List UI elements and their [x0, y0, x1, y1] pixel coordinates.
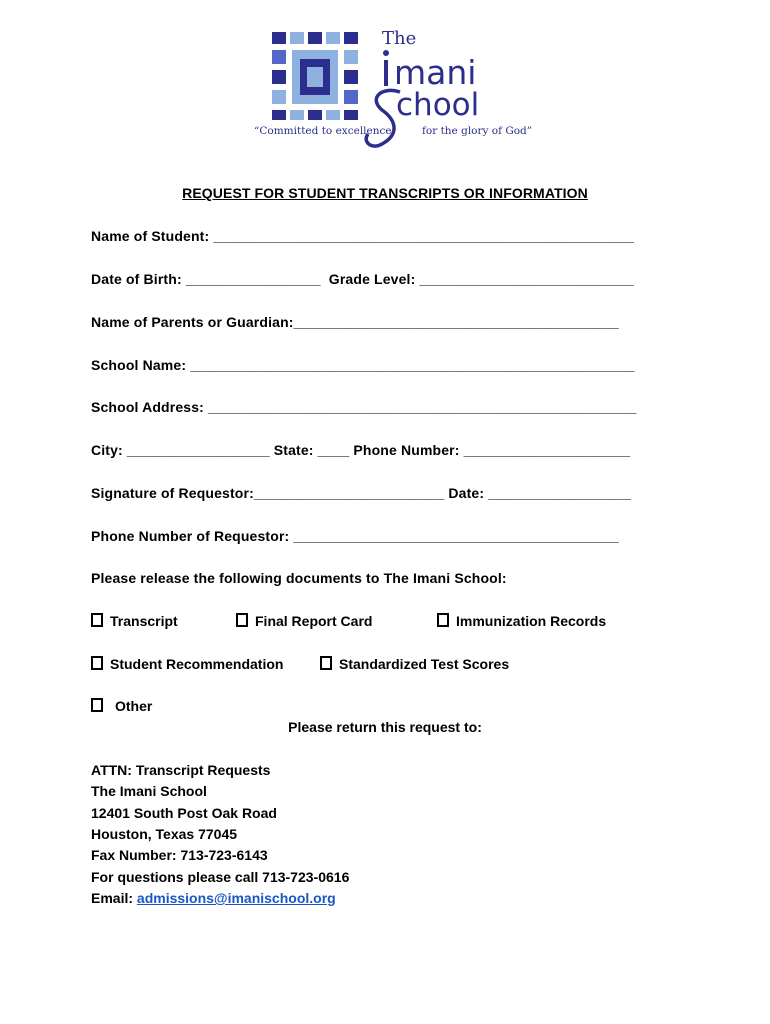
logo-quilt-square — [344, 70, 358, 84]
questions-phone: For questions please call 713-723-0616 — [91, 869, 350, 885]
address-city-state-zip: Houston, Texas 77045 — [91, 826, 238, 842]
school-name-field[interactable]: School Name: ________________________________________________________ — [91, 357, 635, 373]
address-street: 12401 South Post Oak Road — [91, 805, 277, 821]
logo-quilt-square — [290, 110, 304, 120]
form-title: REQUEST FOR STUDENT TRANSCRIPTS OR INFORMATION — [182, 185, 588, 201]
logo-center-inner — [307, 67, 323, 87]
logo-tagline-left: “Committed to excellence — [254, 125, 392, 137]
other-checkbox[interactable] — [91, 698, 152, 714]
email-link[interactable]: admissions@imanischool.org — [136, 890, 336, 906]
logo-word-mani: mani — [394, 53, 477, 92]
checkbox-icon[interactable] — [320, 656, 332, 670]
logo-quilt-square — [344, 50, 358, 64]
logo-quilt-square — [308, 110, 322, 120]
logo-quilt-square — [326, 32, 340, 44]
school-address-field[interactable]: School Address: ______________________________________________________ — [91, 399, 637, 415]
address-attn: ATTN: Transcript Requests — [91, 762, 271, 778]
logo-quilt-square — [344, 110, 358, 120]
checkbox-icon[interactable] — [91, 613, 103, 627]
logo-quilt-square — [272, 90, 286, 104]
logo-quilt-square — [344, 32, 358, 44]
immunization-records-checkbox[interactable] — [437, 613, 606, 629]
student-recommendation-label: Student Recommendation — [110, 656, 284, 672]
dob-grade-field[interactable]: Date of Birth: _________________ Grade Level: ___________________________ — [91, 271, 634, 287]
logo-quilt-square — [308, 32, 322, 44]
checkbox-icon[interactable] — [236, 613, 248, 627]
school-logo — [250, 22, 540, 162]
logo-letter-i-dot — [383, 50, 389, 56]
student-recommendation-checkbox[interactable] — [91, 656, 283, 672]
release-statement: Please release the following documents to The Imani School: — [91, 570, 507, 586]
checkbox-icon[interactable] — [437, 613, 449, 627]
logo-letter-i — [384, 60, 388, 86]
logo-word-chool: chool — [396, 87, 480, 123]
logo-quilt-square — [344, 90, 358, 104]
return-heading: Please return this request to: — [288, 719, 482, 735]
logo-quilt-square — [272, 70, 286, 84]
other-label: Other — [115, 698, 153, 714]
signature-date-field[interactable]: Signature of Requestor:________________________ Date: __________________ — [91, 485, 632, 501]
logo-quilt-square — [290, 32, 304, 44]
checkbox-icon[interactable] — [91, 656, 103, 670]
transcript-checkbox[interactable] — [91, 613, 178, 629]
logo-tagline-right: for the glory of God” — [422, 125, 533, 137]
immunization-records-label: Immunization Records — [456, 613, 607, 629]
final-report-card-label: Final Report Card — [255, 613, 373, 629]
transcript-label: Transcript — [110, 613, 178, 629]
email-label: Email: — [91, 890, 137, 906]
email-line — [91, 890, 336, 906]
requestor-phone-field[interactable]: Phone Number of Requestor: _________________________________________ — [91, 528, 619, 544]
logo-letter-s — [366, 90, 400, 146]
logo-word-the: The — [382, 28, 417, 49]
parents-field[interactable]: Name of Parents or Guardian:_________________________________________ — [91, 314, 619, 330]
student-name-field[interactable]: Name of Student: _____________________________________________________ — [91, 228, 634, 244]
logo-quilt-square — [272, 110, 286, 120]
fax-number: Fax Number: 713-723-6143 — [91, 847, 268, 863]
logo-quilt-square — [272, 50, 286, 64]
logo-quilt-square — [326, 110, 340, 120]
final-report-card-checkbox[interactable] — [236, 613, 372, 629]
address-school: The Imani School — [91, 783, 207, 799]
logo-quilt-square — [272, 32, 286, 44]
standardized-test-scores-checkbox[interactable] — [320, 656, 509, 672]
checkbox-icon[interactable] — [91, 698, 103, 712]
standardized-test-scores-label: Standardized Test Scores — [339, 656, 510, 672]
city-state-phone-field[interactable]: City: __________________ State: ____ Phone Number: _____________________ — [91, 442, 631, 458]
